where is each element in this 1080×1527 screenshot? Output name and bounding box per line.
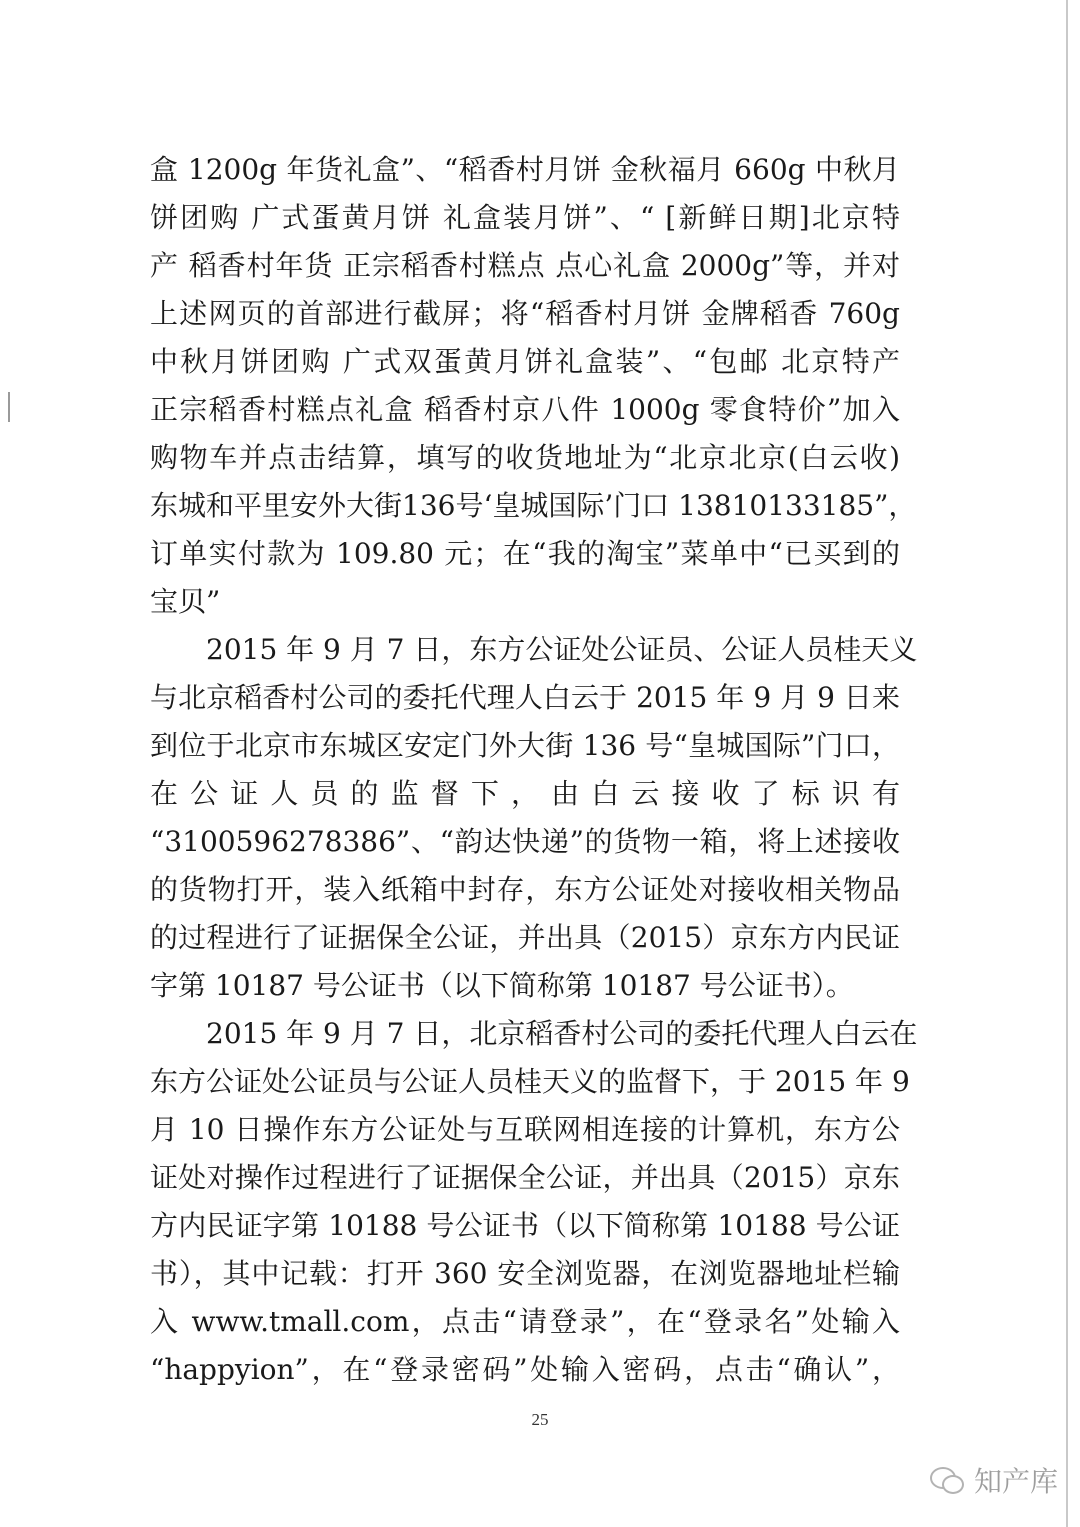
page-number: 25 bbox=[531, 1410, 549, 1429]
text-line: “happyion”，在“登录密码”处输入密码，点击“确认”， bbox=[150, 1353, 900, 1386]
text-line: 上述网页的首部进行截屏；将“稻香村月饼 金牌稻香 760g bbox=[150, 297, 900, 330]
text-line: 证处对操作过程进行了证据保全公证，并出具（2015）京东 bbox=[150, 1161, 900, 1194]
text-line: 产 稻香村年货 正宗稻香村糕点 点心礼盒 2000g”等，并对 bbox=[150, 249, 900, 282]
text-line: 的货物打开，装入纸箱中封存，东方公证处对接收相关物品 bbox=[150, 873, 900, 906]
text-line: 盒 1200g 年货礼盒”、“稻香村月饼 金秋福月 660g 中秋月 bbox=[150, 153, 900, 186]
text-line: 的过程进行了证据保全公证，并出具（2015）京东方内民证 bbox=[150, 921, 900, 954]
text-line: 入 www.tmall.com，点击“请登录”，在“登录名”处输入 bbox=[150, 1305, 900, 1338]
text-line: 购物车并点击结算，填写的收货地址为“北京北京(白云收) bbox=[150, 441, 900, 474]
text-line: 到位于北京市东城区安定门外大街 136 号“皇城国际”门口， bbox=[150, 729, 900, 762]
text-line: 订单实付款为 109.80 元；在“我的淘宝”菜单中“已买到的 bbox=[150, 537, 900, 570]
watermark bbox=[930, 1460, 1058, 1500]
text-line: 宝贝” bbox=[150, 585, 221, 618]
text-line: 正宗稻香村糕点礼盒 稻香村京八件 1000g 零食特价”加入 bbox=[150, 393, 900, 426]
paragraph-first-line: 2015 年 9 月 7 日，北京稻香村公司的委托代理人白云在 bbox=[206, 1017, 918, 1050]
text-line: “3100596278386”、“韵达快递”的货物一箱，将上述接收 bbox=[150, 825, 900, 858]
document-body bbox=[150, 146, 918, 1394]
page-edge-line bbox=[1066, 0, 1068, 1527]
text-line: 中秋月饼团购 广式双蛋黄月饼礼盒装”、“包邮 北京特产 bbox=[150, 345, 900, 378]
text-line: 与北京稻香村公司的委托代理人白云于 2015 年 9 月 9 日来 bbox=[150, 681, 900, 714]
text-line: 饼团购 广式蛋黄月饼 礼盒装月饼”、“ [新鲜日期]北京特 bbox=[150, 201, 900, 234]
scan-mark bbox=[8, 392, 10, 422]
text-line: 方内民证字第 10188 号公证书（以下简称第 10188 号公证 bbox=[150, 1209, 900, 1242]
text-line: 月 10 日操作东方公证处与互联网相连接的计算机，东方公 bbox=[150, 1113, 900, 1146]
watermark-text: 知产库 bbox=[974, 1465, 1059, 1498]
wechat-icon bbox=[930, 1465, 964, 1495]
text-line: 东方公证处公证员与公证人员桂天义的监督下，于 2015 年 9 bbox=[150, 1065, 910, 1098]
text-line: 书），其中记载：打开 360 安全浏览器，在浏览器地址栏输 bbox=[150, 1257, 900, 1290]
text-line: 在 公 证 人 员 的 监 督 下 ， 由 白 云 接 收 了 标 识 有 bbox=[150, 777, 900, 810]
text-line: 东城和平里安外大街136号‘皇城国际’门口 13810133185”， bbox=[150, 489, 917, 522]
paragraph-first-line: 2015 年 9 月 7 日，东方公证处公证员、公证人员桂天义 bbox=[206, 633, 918, 666]
text-line: 字第 10187 号公证书（以下简称第 10187 号公证书）。 bbox=[150, 969, 854, 1002]
